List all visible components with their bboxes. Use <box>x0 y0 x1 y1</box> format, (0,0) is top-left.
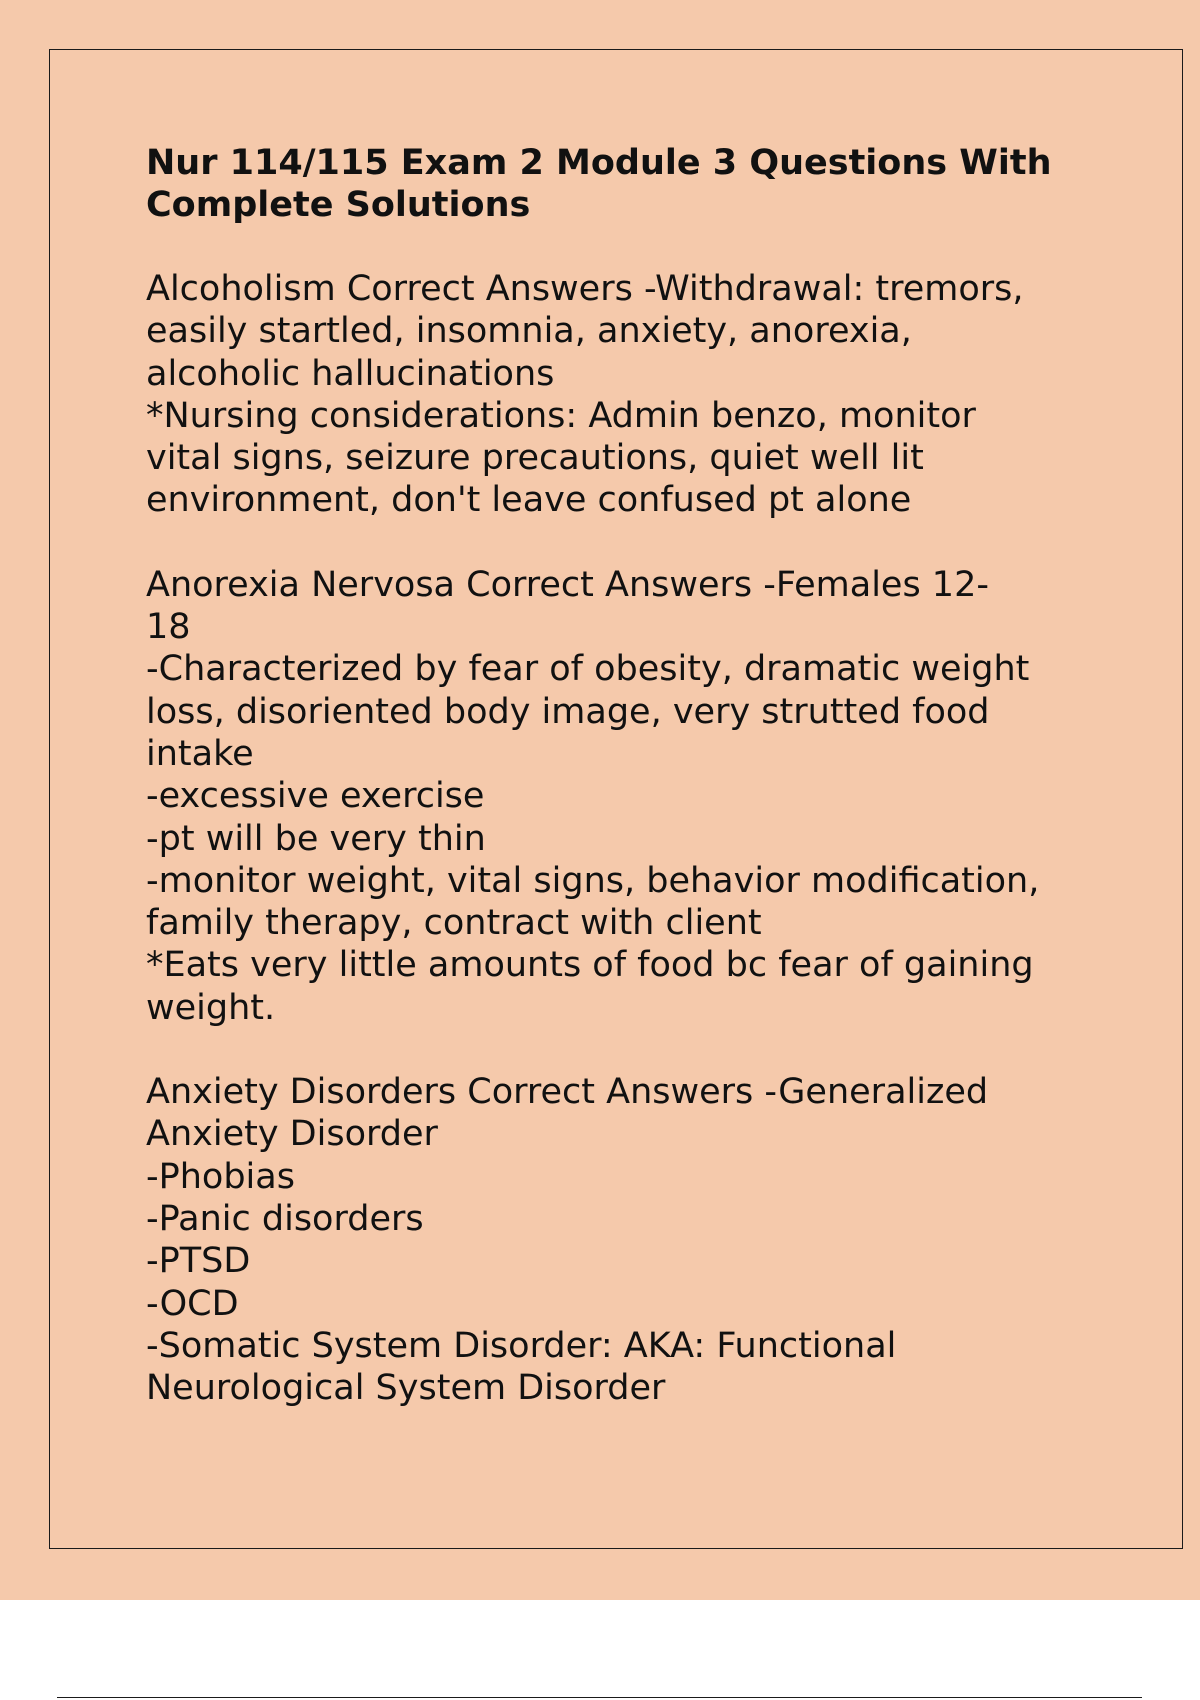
qa-entry-alcoholism: Alcoholism Correct Answers -Withdrawal: tremors, easily startled, insomnia, anxiety, anorexia, alcoholic hallucinations *Nursing considerations: Admin benzo, monitor vital signs, seizure precautions, quiet well lit environment, don't leave confused pt alone <box>146 269 1024 521</box>
page-bottom-divider <box>57 1697 1142 1698</box>
document-content <box>146 142 1106 1409</box>
document-title: Nur 114/115 Exam 2 Module 3 Questions With Complete Solutions <box>146 143 1052 225</box>
qa-entry-anorexia-nervosa: Anorexia Nervosa Correct Answers -Females 12- 18 -Characterized by fear of obesity, dramatic weight loss, disoriented body image, very strutted food intake -excessive exercise -pt will be very thin -monitor weight, vital signs, behavior modification, family therapy, contract with client *Eats very little amounts of food bc fear of gaining weight. <box>146 564 1040 1028</box>
qa-entry-anxiety-disorders: Anxiety Disorders Correct Answers -Generalized Anxiety Disorder -Phobias -Panic disorders -PTSD -OCD -Somatic System Disorder: AKA: Functional Neurological System Disorder <box>146 1072 989 1409</box>
